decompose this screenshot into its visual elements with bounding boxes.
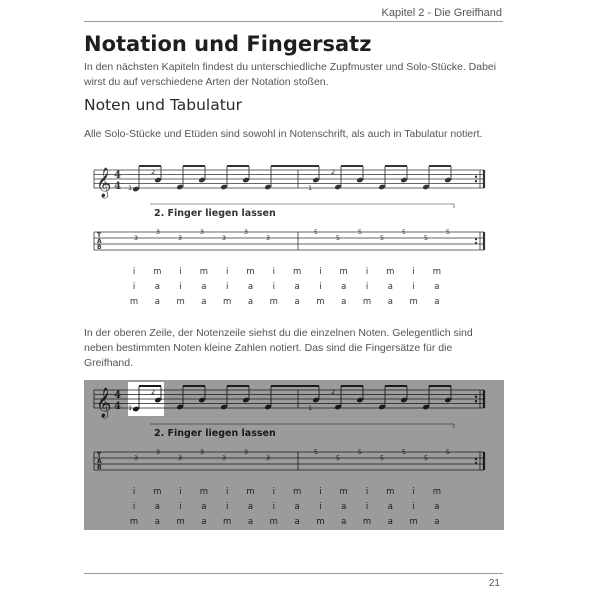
score-example-highlighted — [84, 380, 504, 530]
fingering-letter: m — [199, 487, 209, 497]
fingering-letter: m — [176, 297, 185, 307]
fingering-letter: i — [319, 502, 322, 512]
fingering-letter: a — [247, 282, 254, 292]
fingering-letter: m — [316, 517, 325, 527]
tab-number: 5 — [357, 228, 363, 236]
fingering-letter: i — [319, 267, 322, 277]
fingering-letter: m — [129, 297, 139, 307]
tab-number: 5 — [335, 234, 341, 242]
fingering-letter: m — [386, 487, 395, 497]
beam — [139, 165, 161, 167]
tab-repeat-dot — [475, 458, 477, 460]
finger-number: 2 — [151, 168, 156, 176]
fingering-letter: i — [132, 502, 136, 512]
fingering-letter: a — [434, 297, 440, 307]
beam — [183, 385, 205, 387]
beam — [429, 385, 451, 387]
tab-number: 3 — [133, 454, 139, 462]
tab-number: 3 — [265, 234, 271, 242]
fingering-letter: a — [201, 282, 207, 292]
repeat-dot — [475, 176, 477, 178]
score-example — [84, 160, 504, 310]
fingering-letter: a — [154, 517, 160, 527]
header-rule — [84, 21, 503, 22]
tab-number: 5 — [423, 234, 429, 242]
explanation-paragraph: In der oberen Zeile, der Notenzeile siehst du die einzelnen Noten. Gelegentlich sind neben bestimmten Noten kleine Zahlen notiert. Das sind die Fingersätze für die Greifhand. — [84, 327, 473, 369]
tab-number: 3 — [155, 448, 161, 456]
repeat-dot — [475, 400, 477, 402]
fingering-letter: m — [153, 267, 162, 277]
fingering-letter: a — [387, 517, 393, 527]
fingering-letter: a — [341, 282, 347, 292]
beam — [183, 165, 205, 167]
tab-number: 3 — [199, 448, 205, 456]
section-lead: Alle Solo-Stücke und Etüden sind sowohl in Notenschrift, als auch in Tabulatur notiert. — [84, 128, 483, 140]
fingering-letter: i — [226, 487, 229, 497]
fingering-letter: i — [412, 502, 415, 512]
fingering-letter: a — [247, 502, 254, 512]
beam — [385, 165, 407, 167]
fingering-letter: a — [154, 297, 160, 307]
fingering-letter: i — [272, 282, 275, 292]
beam — [227, 385, 249, 387]
tab-label-letter: B — [97, 464, 102, 471]
fingering-letter: m — [269, 517, 278, 527]
fingering-letter: a — [341, 297, 347, 307]
fingering-letter: i — [365, 282, 369, 292]
tab-number: 3 — [221, 234, 227, 242]
tab-number: 5 — [445, 228, 451, 236]
tab-label-letter: A — [97, 458, 102, 465]
tab-number: 5 — [379, 234, 385, 242]
fingering-letter: m — [223, 517, 232, 527]
fingering-letter: m — [246, 487, 255, 497]
beam — [271, 165, 319, 167]
fingering-letter: a — [154, 502, 160, 512]
tab-number: 5 — [313, 448, 319, 456]
fingering-letter: i — [226, 502, 229, 512]
fingering-letter: a — [247, 517, 254, 527]
beam — [139, 385, 161, 387]
fingering-letter: a — [387, 297, 393, 307]
tab-number: 3 — [177, 234, 183, 242]
fingering-letter: i — [179, 282, 182, 292]
fingering-letter: a — [294, 297, 300, 307]
tab-number: 3 — [155, 228, 161, 236]
beam — [341, 385, 363, 387]
fingering-letter: a — [434, 502, 440, 512]
fingering-letter: i — [179, 267, 182, 277]
tab-number: 5 — [445, 448, 451, 456]
fingering-letter: m — [292, 267, 302, 277]
treble-clef: 𝄞 — [96, 168, 112, 198]
fingering-letter: a — [201, 517, 207, 527]
tab-number: 5 — [335, 454, 341, 462]
fingering-letter: m — [269, 297, 278, 307]
page-number: 21 — [488, 578, 500, 589]
tab-label-letter: T — [97, 232, 102, 239]
fingering-letter: i — [365, 487, 369, 497]
finger-number: 2 — [331, 168, 336, 176]
tab-number: 3 — [199, 228, 205, 236]
fingering-letter: i — [226, 282, 229, 292]
fingering-letter: i — [412, 487, 415, 497]
finger-number: 1 — [128, 404, 133, 412]
fingering-letter: m — [339, 267, 348, 277]
finger-number: 1 — [308, 404, 313, 412]
tab-number: 3 — [133, 234, 139, 242]
fingering-letter: a — [247, 297, 254, 307]
fingering-letter: a — [154, 282, 160, 292]
fingering-letter: i — [365, 502, 369, 512]
fingering-letter: i — [132, 282, 136, 292]
fingering-letter: m — [223, 297, 232, 307]
tab-number: 3 — [221, 454, 227, 462]
fingering-letter: m — [292, 487, 302, 497]
finger-number: 1 — [128, 184, 133, 192]
tab-number: 5 — [401, 228, 407, 236]
fingering-letter: i — [319, 487, 322, 497]
tab-number: 5 — [313, 228, 319, 236]
tab-number: 5 — [357, 448, 363, 456]
page-title: Notation und Fingersatz — [84, 32, 372, 56]
treble-clef: 𝄞 — [96, 388, 112, 418]
footer-rule — [84, 573, 503, 574]
fingering-letter: a — [201, 502, 207, 512]
tab-number: 3 — [243, 448, 249, 456]
tab-number: 5 — [401, 448, 407, 456]
tab-number: 3 — [177, 454, 183, 462]
fingering-letter: m — [316, 297, 325, 307]
beam — [385, 385, 407, 387]
tab-label-letter: T — [97, 452, 102, 459]
finger-number: 2 — [151, 388, 156, 396]
fingering-letter: i — [365, 267, 369, 277]
finger-number: 2 — [331, 388, 336, 396]
fingering-letter: a — [434, 282, 440, 292]
tab-repeat-dot — [475, 462, 477, 464]
fingering-letter: m — [339, 487, 348, 497]
time-signature-bottom: 4 — [114, 181, 121, 192]
finger-number: 1 — [308, 184, 313, 192]
fingering-letter: a — [201, 297, 207, 307]
beam — [227, 165, 249, 167]
fingering-letter: i — [132, 267, 136, 277]
fingering-letter: m — [176, 517, 185, 527]
fingering-letter: i — [412, 267, 415, 277]
section-title: Noten und Tabulatur — [84, 96, 242, 114]
tab-number: 3 — [243, 228, 249, 236]
fingering-letter: m — [409, 517, 418, 527]
fingering-letter: i — [412, 282, 415, 292]
tab-number: 3 — [265, 454, 271, 462]
fingering-letter: i — [272, 502, 275, 512]
fingering-letter: m — [386, 267, 395, 277]
chapter-header: Kapitel 2 - Die Greifhand — [381, 7, 502, 19]
tab-repeat-dot — [475, 242, 477, 244]
annotation-text: 2. Finger liegen lassen — [154, 428, 276, 439]
tab-number: 5 — [423, 454, 429, 462]
fingering-letter: i — [319, 282, 322, 292]
fingering-letter: i — [132, 487, 136, 497]
time-signature-bottom: 4 — [114, 401, 121, 412]
beam — [429, 165, 451, 167]
fingering-letter: m — [153, 487, 162, 497]
fingering-letter: a — [341, 502, 347, 512]
tab-number: 5 — [379, 454, 385, 462]
fingering-letter: i — [272, 267, 275, 277]
fingering-letter: m — [129, 517, 139, 527]
fingering-letter: m — [362, 517, 372, 527]
annotation-text: 2. Finger liegen lassen — [154, 208, 276, 219]
beam — [341, 165, 363, 167]
intro-text: In den nächsten Kapiteln findest du unterschiedliche Zupfmuster und Solo-Stücke. Dabei wirst du auf verschiedene Arten der Notation stoßen. — [84, 61, 497, 88]
fingering-letter: m — [432, 487, 442, 497]
fingering-letter: m — [432, 267, 442, 277]
fingering-letter: m — [246, 267, 255, 277]
fingering-letter: a — [434, 517, 440, 527]
score-svg — [84, 160, 504, 310]
fingering-letter: i — [226, 267, 229, 277]
repeat-dot — [475, 180, 477, 182]
time-signature-top: 4 — [114, 390, 121, 401]
repeat-dot — [475, 396, 477, 398]
score-svg — [84, 380, 504, 530]
tab-label-letter: A — [97, 238, 102, 245]
tab-label-letter: B — [97, 244, 102, 251]
fingering-letter: m — [409, 297, 418, 307]
tab-repeat-dot — [475, 238, 477, 240]
fingering-letter: m — [362, 297, 372, 307]
fingering-letter: i — [179, 502, 182, 512]
fingering-letter: i — [272, 487, 275, 497]
fingering-letter: a — [387, 282, 393, 292]
time-signature-top: 4 — [114, 170, 121, 181]
beam — [271, 385, 319, 387]
fingering-letter: m — [199, 267, 209, 277]
fingering-letter: a — [294, 502, 300, 512]
fingering-letter: a — [294, 517, 300, 527]
fingering-letter: i — [179, 487, 182, 497]
fingering-letter: a — [294, 282, 300, 292]
fingering-letter: a — [341, 517, 347, 527]
fingering-letter: a — [387, 502, 393, 512]
